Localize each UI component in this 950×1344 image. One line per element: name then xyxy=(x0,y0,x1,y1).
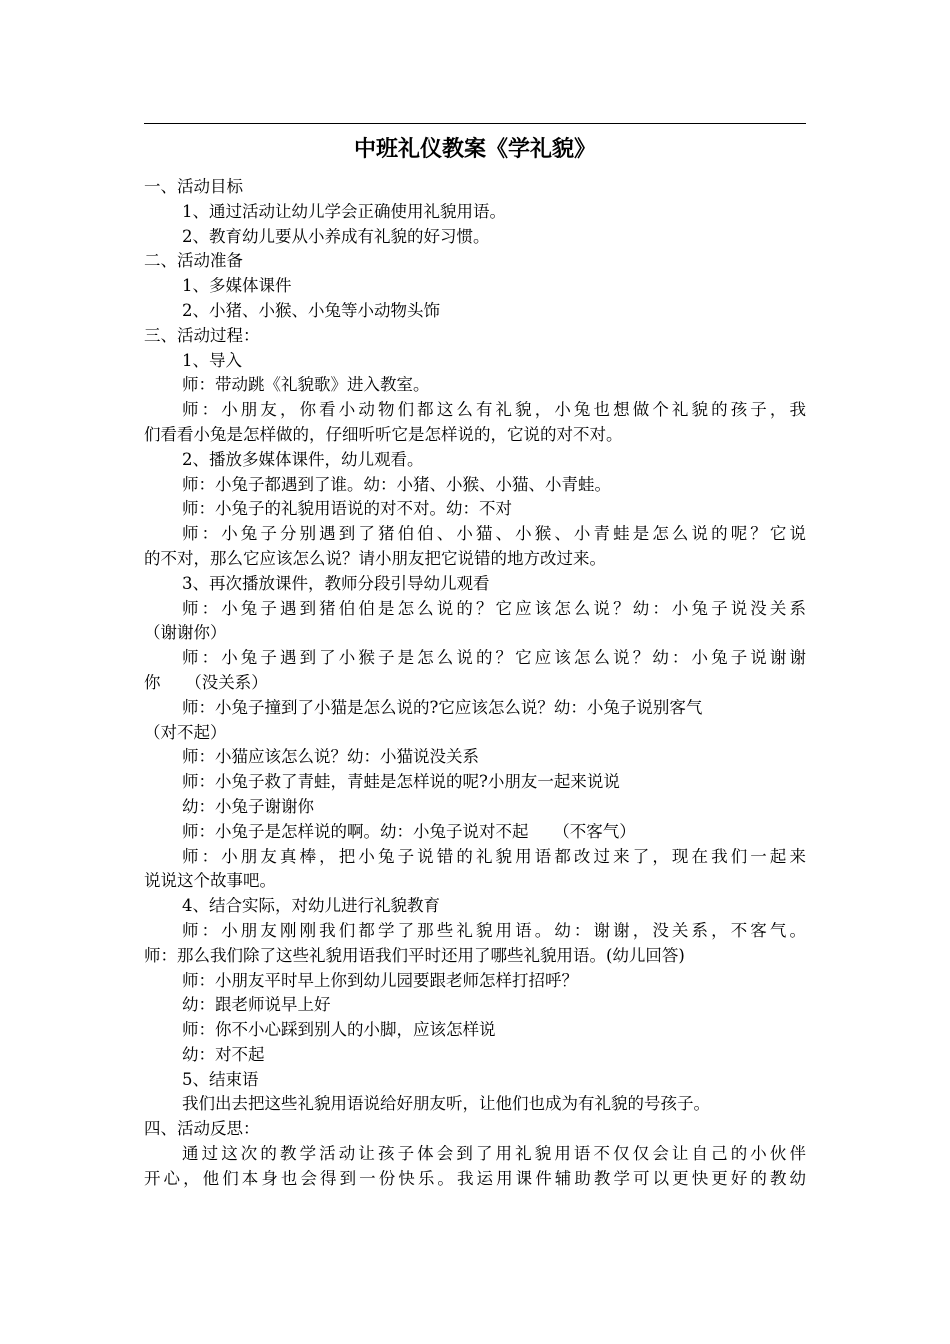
text-line: 2、播放多媒体课件，幼儿观看。 xyxy=(182,449,424,469)
document-title: 中班礼仪教案《学礼貌》 xyxy=(353,136,596,162)
text-line: 四、活动反思： xyxy=(144,1119,260,1139)
text-line: （谢谢你） xyxy=(144,623,227,643)
text-line: 师：带动跳《礼貌歌》进入教室。 xyxy=(182,375,430,395)
text-line: 3、再次播放课件，教师分段引导幼儿观看 xyxy=(182,573,490,593)
text-line: 1、多媒体课件 xyxy=(182,276,292,296)
text-line: 1、导入 xyxy=(182,350,242,370)
text-line: 师：小朋友平时早上你到幼儿园要跟老师怎样打招呼？ xyxy=(182,970,578,990)
text-line: 师：你不小心踩到别人的小脚，应该怎样说 xyxy=(182,1020,496,1040)
text-line: 师：小兔子遇到猪伯伯是怎么说的？它应该怎么说？幼：小兔子说没关系 xyxy=(182,598,806,618)
document-body xyxy=(144,175,806,1192)
header-rule xyxy=(144,123,806,124)
text-line: 2、教育幼儿要从小养成有礼貌的好习惯。 xyxy=(182,226,490,246)
text-line: 师：小兔子救了青蛙，青蛙是怎样说的呢?小朋友一起来说说 xyxy=(182,772,620,792)
text-line: 幼：跟老师说早上好 xyxy=(182,995,331,1015)
text-line: 一、活动目标 xyxy=(144,177,243,196)
text-line: 幼：小兔子谢谢你 xyxy=(182,796,314,816)
text-line: 幼：对不起 xyxy=(182,1044,265,1064)
text-line: 师：小朋友真棒，把小兔子说错的礼貌用语都改过来了，现在我们一起来 xyxy=(182,846,806,866)
text-line: 师：小兔子遇到了小猴子是怎么说的？它应该怎么说？幼：小兔子说谢谢 xyxy=(182,648,806,668)
text-line: 师：那么我们除了这些礼貌用语我们平时还用了哪些礼貌用语。(幼儿回答) xyxy=(144,945,685,965)
text-line: 通过这次的教学活动让孩子体会到了用礼貌用语不仅仅会让自己的小伙伴 xyxy=(182,1144,806,1164)
text-line: 的不对，那么它应该怎么说？请小朋友把它说错的地方改过来。 xyxy=(144,548,606,568)
text-line: 师：小猫应该怎么说？幼：小猫说没关系 xyxy=(182,747,479,767)
text-line: 们看看小兔是怎样做的，仔细听听它是怎样说的，它说的对不对。 xyxy=(144,424,623,444)
text-line: 师：小兔子分别遇到了猪伯伯、小猫、小猴、小青蛙是怎么说的呢？它说 xyxy=(182,524,806,544)
text-line: （对不起） xyxy=(144,722,227,742)
text-line: 二、活动准备 xyxy=(144,251,243,271)
text-line: 师：小兔子都遇到了谁。幼：小猪、小猴、小猫、小青蛙。 xyxy=(182,474,611,494)
text-line: 开心，他们本身也会得到一份快乐。我运用课件辅助教学可以更快更好的教幼 xyxy=(144,1168,806,1188)
text-line: 4、结合实际，对幼儿进行礼貌教育 xyxy=(182,896,440,916)
text-line: 1、通过活动让幼儿学会正确使用礼貌用语。 xyxy=(182,201,506,221)
text-line: 你 （没关系） xyxy=(144,672,268,692)
text-line: 说说这个故事吧。 xyxy=(144,871,276,891)
text-line: 我们出去把这些礼貌用语说给好朋友听，让他们也成为有礼貌的号孩子。 xyxy=(182,1094,710,1114)
text-line: 2、小猪、小猴、小兔等小动物头饰 xyxy=(182,300,440,320)
text-line: 5、结束语 xyxy=(182,1069,259,1089)
text-line: 师：小兔子的礼貌用语说的对不对。幼：不对 xyxy=(182,499,512,519)
text-line: 师：小兔子是怎样说的啊。幼：小兔子说对不起 （不客气） xyxy=(182,821,636,841)
text-line: 师：小朋友，你看小动物们都这么有礼貌，小兔也想做个礼貌的孩子，我 xyxy=(182,400,806,420)
text-line: 师：小朋友刚刚我们都学了那些礼貌用语。幼：谢谢，没关系，不客气。 xyxy=(182,920,806,940)
text-line: 三、活动过程： xyxy=(144,325,260,345)
text-line: 师：小兔子撞到了小猫是怎么说的?它应该怎么说？幼：小兔子说别客气 xyxy=(182,697,703,717)
